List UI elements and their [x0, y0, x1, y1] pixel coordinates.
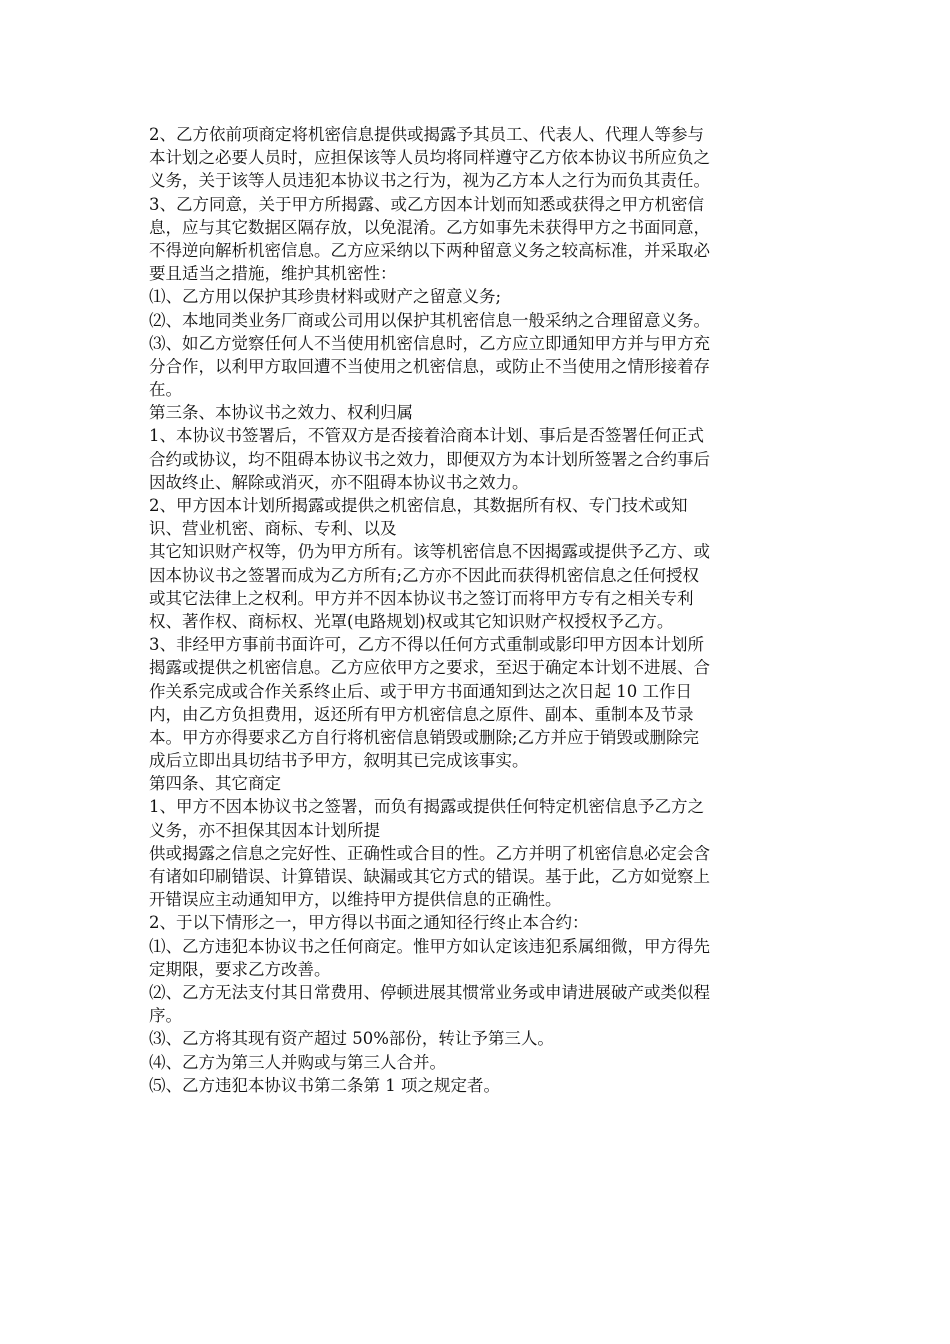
text-line: 分合作，以利甲方取回遭不当使用之机密信息，或防止不当使用之情形接着存: [149, 356, 710, 376]
section-heading-article-3: 第三条、本协议书之效力、权利归属: [149, 403, 413, 423]
list-item: ⑵、乙方无法支付其日常费用、停顿进展其惯常业务或申请进展破产或类似程: [149, 982, 710, 1002]
text-line: 息，应与其它数据区隔存放，以免混淆。乙方如事先未获得甲方之书面同意，: [149, 217, 710, 237]
text-line: 识、营业机密、商标、专利、以及: [149, 519, 397, 539]
text-line: 1、本协议书签署后，不管双方是否接着洽商本计划、事后是否签署任何正式: [149, 426, 704, 446]
list-item: ⑷、乙方为第三人并购或与第三人合并。: [149, 1052, 446, 1072]
list-item: ⑶、如乙方觉察任何人不当使用机密信息时，乙方应立即通知甲方并与甲方充: [149, 333, 710, 353]
text-line: 本。甲方亦得要求乙方自行将机密信息销毁或删除;乙方并应于销毁或删除完: [149, 727, 700, 747]
list-item: ⑸、乙方违犯本协议书第二条第 1 项之规定者。: [149, 1075, 500, 1095]
text-line: 或其它法律上之权利。甲方并不因本协议书之签订而将甲方专有之相关专利: [149, 588, 694, 608]
text-line: 内，由乙方负担费用，返还所有甲方机密信息之原件、副本、重制本及节录: [149, 704, 694, 724]
text-line: 因故终止、解除或消灭，亦不阻碍本协议书之效力。: [149, 472, 529, 492]
text-line: 有诸如印刷错误、计算错误、缺漏或其它方式的错误。基于此，乙方如觉察上: [149, 867, 710, 886]
text-line: 开错误应主动通知甲方，以维持甲方提供信息的正确性。: [149, 890, 562, 910]
text-line: 揭露或提供之机密信息。乙方应依甲方之要求，至迟于确定本计划不进展、合: [149, 658, 710, 678]
text-line: 1、甲方不因本协议书之签署，而负有揭露或提供任何特定机密信息予乙方之: [149, 797, 704, 817]
text-line: 因本协议书之签署而成为乙方所有;乙方亦不因此而获得机密信息之任何授权: [149, 565, 700, 585]
text-line: 定期限，要求乙方改善。: [149, 959, 331, 979]
text-line: 本计划之必要人员时，应担保该等人员均将同样遵守乙方依本协议书所应负之: [149, 148, 710, 168]
text-line: 序。: [149, 1006, 182, 1026]
text-line: 合约或协议，均不阻碍本协议书之效力，即便双方为本计划所签署之合约事后: [149, 449, 710, 469]
text-line: 2、甲方因本计划所揭露或提供之机密信息，其数据所有权、专门技术或知: [149, 496, 688, 515]
text-line: 其它知识财产权等，仍为甲方所有。该等机密信息不因揭露或提供予乙方、或: [149, 542, 710, 562]
list-item: ⑴、乙方用以保护其珍贵材料或财产之留意义务;: [149, 287, 502, 307]
document-body: [149, 123, 801, 1097]
text-line: 义务，关于该等人员违犯本协议书之行为，视为乙方本人之行为而负其责任。: [149, 171, 710, 191]
text-line: 2、乙方依前项商定将机密信息提供或揭露予其员工、代表人、代理人等参与: [149, 125, 704, 144]
text-line: 3、乙方同意，关于甲方所揭露、或乙方因本计划而知悉或获得之甲方机密信: [149, 194, 704, 214]
list-item: ⑴、乙方违犯本协议书之任何商定。惟甲方如认定该违犯系属细微，甲方得先: [149, 936, 710, 956]
text-line: 作关系完成或合作关系终止后、或于甲方书面通知到达之次日起 10 工作日: [149, 681, 692, 701]
text-line: 要且适当之措施，维护其机密性：: [149, 264, 397, 284]
text-line: 3、非经甲方事前书面许可，乙方不得以任何方式重制或影印甲方因本计划所: [149, 635, 704, 655]
text-line: 在。: [149, 380, 182, 400]
text-line: 成后立即出具切结书予甲方，叙明其已完成该事实。: [149, 751, 529, 771]
text-line: 不得逆向解析机密信息。乙方应采纳以下两种留意义务之较高标准，并采取必: [149, 240, 710, 260]
text-line: 权、著作权、商标权、光罩(电路规划)权或其它知识财产权授权予乙方。: [149, 611, 674, 631]
text-line: 2、于以下情形之一，甲方得以书面之通知径行终止本合约：: [149, 913, 589, 933]
text-line: 义务，亦不担保其因本计划所提: [149, 820, 380, 840]
text-line: 供或揭露之信息之完好性、正确性或合目的性。乙方并明了机密信息必定会含: [149, 843, 710, 863]
section-heading-article-4: 第四条、其它商定: [149, 774, 281, 794]
list-item: ⑶、乙方将其现有资产超过 50%部份，转让予第三人。: [149, 1029, 554, 1049]
list-item: ⑵、本地同类业务厂商或公司用以保护其机密信息一般采纳之合理留意义务。: [149, 310, 710, 330]
